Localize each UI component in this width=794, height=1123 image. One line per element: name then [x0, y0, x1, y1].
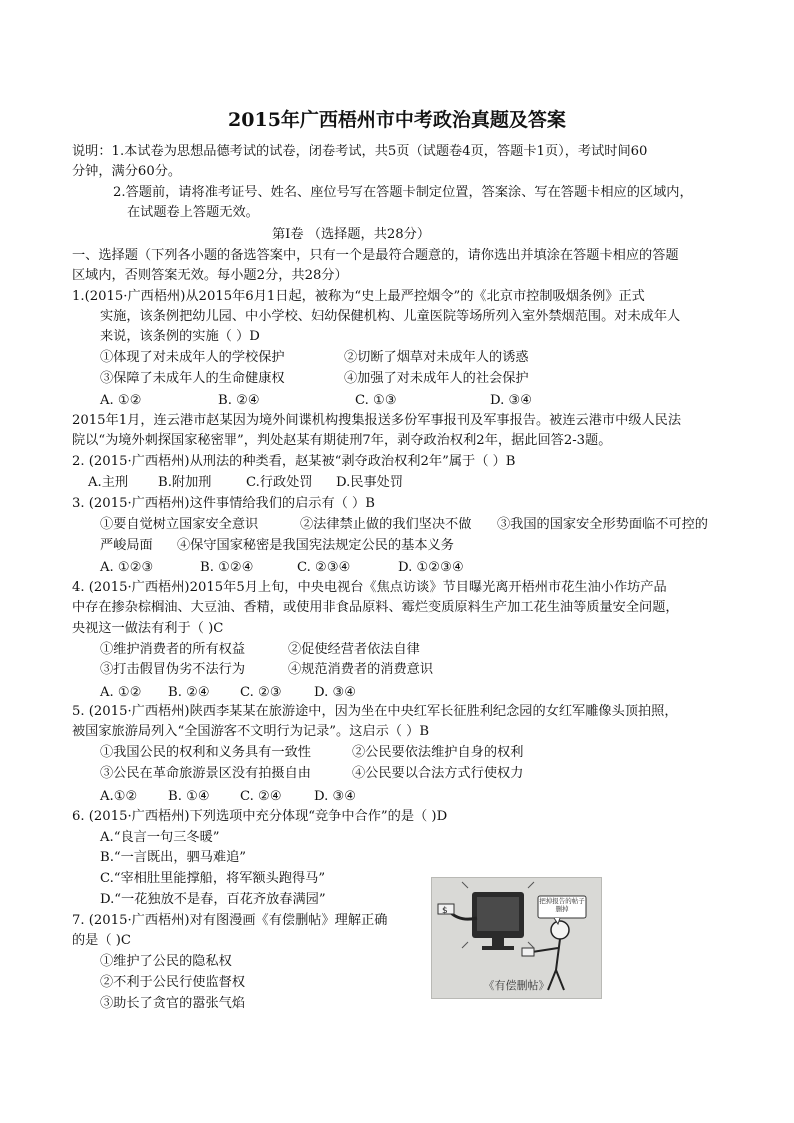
material-paragraph: 2015年1月，连云港市赵某因为境外间谍机构搜集报送多份军事报刊及军事报告。被连云港市中级人民法: [72, 413, 682, 428]
q3-statement-3: ③我国的国家安全形势面临不可控的: [497, 517, 708, 532]
q2-option-d: D.民事处罚: [336, 475, 404, 490]
instruction-2: 2.答题前，请将准考证号、姓名、座位号写在答题卡制定位置，答案涂、写在答题卡相应的区域内，: [113, 185, 693, 200]
money-symbol: $: [442, 906, 448, 916]
question-5: 5. (2015·广西梧州)陕西李某某在旅游途中，因为坐在中央红军长征胜利纪念园的女红军雕像头顶拍照，: [72, 704, 678, 719]
q5-option-d: D. ③④: [314, 789, 357, 804]
question-4-cont: 中存在掺杂棕榈油、大豆油、香精，或使用非食品原料、霉烂变质原料生产加工花生油等质量安全问题，: [72, 600, 679, 615]
q5-statement-1: ①我国公民的权利和义务具有一致性: [100, 745, 311, 760]
q1-statement-3: ③保障了未成年人的生命健康权: [100, 371, 285, 386]
q4-option-a: A. ①②: [100, 685, 142, 700]
q2-option-b: B.附加刑: [158, 475, 212, 490]
question-6: 6. (2015·广西梧州)下列选项中充分体现“竞争中合作”的是（ )D: [72, 809, 448, 824]
q1-statement-2: ②切断了烟草对未成年人的诱惑: [344, 350, 529, 365]
q6-option-a: A.“良言一句三冬暖”: [100, 830, 220, 845]
q4-option-b: B. ②④: [168, 685, 210, 700]
section-directions-cont: 区域内，否则答案无效。每小题2分，共28分）: [72, 268, 348, 283]
question-3: 3. (2015·广西梧州)这件事情给我们的启示有（ ）B: [72, 496, 375, 511]
question-1-cont: 实施，该条例把幼儿园、中小学校、妇幼保健机构、儿童医院等场所列入室外禁烟范围。对未成年人: [100, 309, 681, 324]
q1-statement-4: ④加强了对未成年人的社会保护: [344, 371, 529, 386]
q1-option-a: A. ①②: [100, 393, 142, 408]
section-directions: 一、选择题（下列各小题的备选答案中，只有一个是最符合题意的，请你选出并填涂在答题卡相应的答题: [72, 248, 679, 263]
official-head: [551, 921, 569, 939]
q6-option-b: B.“一言既出，驷马难追”: [100, 850, 247, 865]
instruction-1-cont: 分钟，满分60分。: [72, 164, 182, 179]
q3-statement-1: ①要自觉树立国家安全意识: [100, 517, 259, 532]
q4-option-c: C. ②③: [240, 685, 282, 700]
question-7: 7. (2015·广西梧州)对有图漫画《有偿删帖》理解正确: [72, 913, 388, 928]
question-5-cont: 被国家旅游局列入“全国游客不文明行为记录”。这启示（ ）B: [72, 724, 430, 739]
q5-statement-3: ③公民在革命旅游景区没有拍摄自由: [100, 766, 311, 781]
q4-option-d: D. ③④: [314, 685, 357, 700]
q2-option-a: A.主刑: [88, 475, 129, 490]
instruction-2-cont: 在试题卷上答题无效。: [127, 205, 259, 220]
question-4-stem-end: 央视这一做法有利于（ )C: [72, 621, 224, 636]
q3-option-a: A. ①②③: [100, 560, 154, 575]
speech-bubble-text: 把掉报告的帖子删掉: [539, 897, 585, 913]
q3-option-c: C. ②③④: [297, 560, 351, 575]
q1-statement-1: ①体现了对未成年人的学校保护: [100, 350, 285, 365]
question-4: 4. (2015·广西梧州)2015年5月上旬，中央电视台《焦点访谈》节目曝光离开梧州市花生油小作坊产品: [72, 580, 667, 595]
q1-option-c: C. ①③: [355, 393, 397, 408]
q1-option-b: B. ②④: [218, 393, 260, 408]
cartoon-image: [431, 877, 602, 999]
q7-statement-2: ②不利于公民行使监督权: [100, 975, 246, 990]
q5-statement-4: ④公民要以合法方式行使权力: [352, 766, 524, 781]
q4-statement-1: ①维护消费者的所有权益: [100, 642, 246, 657]
q3-statement-4: ④保守国家秘密是我国宪法规定公民的基本义务: [177, 538, 454, 553]
instruction-1: 说明：1.本试卷为思想品德考试的试卷，闭卷考试，共5页（试题卷4页，答题卡1页），考试时间60: [72, 144, 648, 159]
q3-option-b: B. ①②④: [200, 560, 254, 575]
page-title: 2015年广西梧州市中考政治真题及答案: [228, 109, 566, 131]
q5-option-b: B. ①④: [168, 789, 210, 804]
q3-option-d: D. ①②③④: [398, 560, 464, 575]
q3-statement-3-cont: 严峻局面: [100, 538, 153, 553]
q4-statement-2: ②促使经营者依法自律: [288, 642, 420, 657]
q4-statement-3: ③打击假冒伪劣不法行为: [100, 662, 246, 677]
question-2: 2. (2015·广西梧州)从刑法的种类看，赵某被“剥夺政治权利2年”属于（ ）B: [72, 454, 516, 469]
q3-statement-2: ②法律禁止做的我们坚决不做: [300, 517, 472, 532]
question-7-cont: 的是（ )C: [72, 933, 131, 948]
q7-statement-3: ③助长了贪官的嚣张气焰: [100, 996, 246, 1011]
q5-option-a: A.①②: [100, 789, 138, 804]
q4-statement-4: ④规范消费者的消费意识: [288, 662, 434, 677]
q6-option-d: D.“一花独放不是春，百花齐放春满园”: [100, 892, 326, 907]
cartoon-caption: 《有偿删帖》: [483, 979, 550, 992]
material-paragraph-cont: 院以“为境外刺探国家秘密罪”，判处赵某有期徒刑7年，剥夺政治权利2年，据此回答2-3题。: [72, 433, 612, 448]
q7-statement-1: ①维护了公民的隐私权: [100, 954, 232, 969]
section-heading: 第Ⅰ卷 （选择题，共28分）: [272, 227, 431, 242]
q5-option-c: C. ②④: [240, 789, 282, 804]
q1-option-d: D. ③④: [490, 393, 533, 408]
question-1-stem-end: 来说，该条例的实施（ ）D: [100, 329, 260, 344]
q2-option-c: C.行政处罚: [246, 475, 313, 490]
question-1: 1.(2015·广西梧州)从2015年6月1日起，被称为“史上最严控烟令”的《北京市控制吸烟条例》正式: [72, 289, 645, 304]
q6-option-c: C.“宰相肚里能撑船，将军额头跑得马”: [100, 871, 326, 886]
q5-statement-2: ②公民要依法维护自身的权利: [352, 745, 524, 760]
